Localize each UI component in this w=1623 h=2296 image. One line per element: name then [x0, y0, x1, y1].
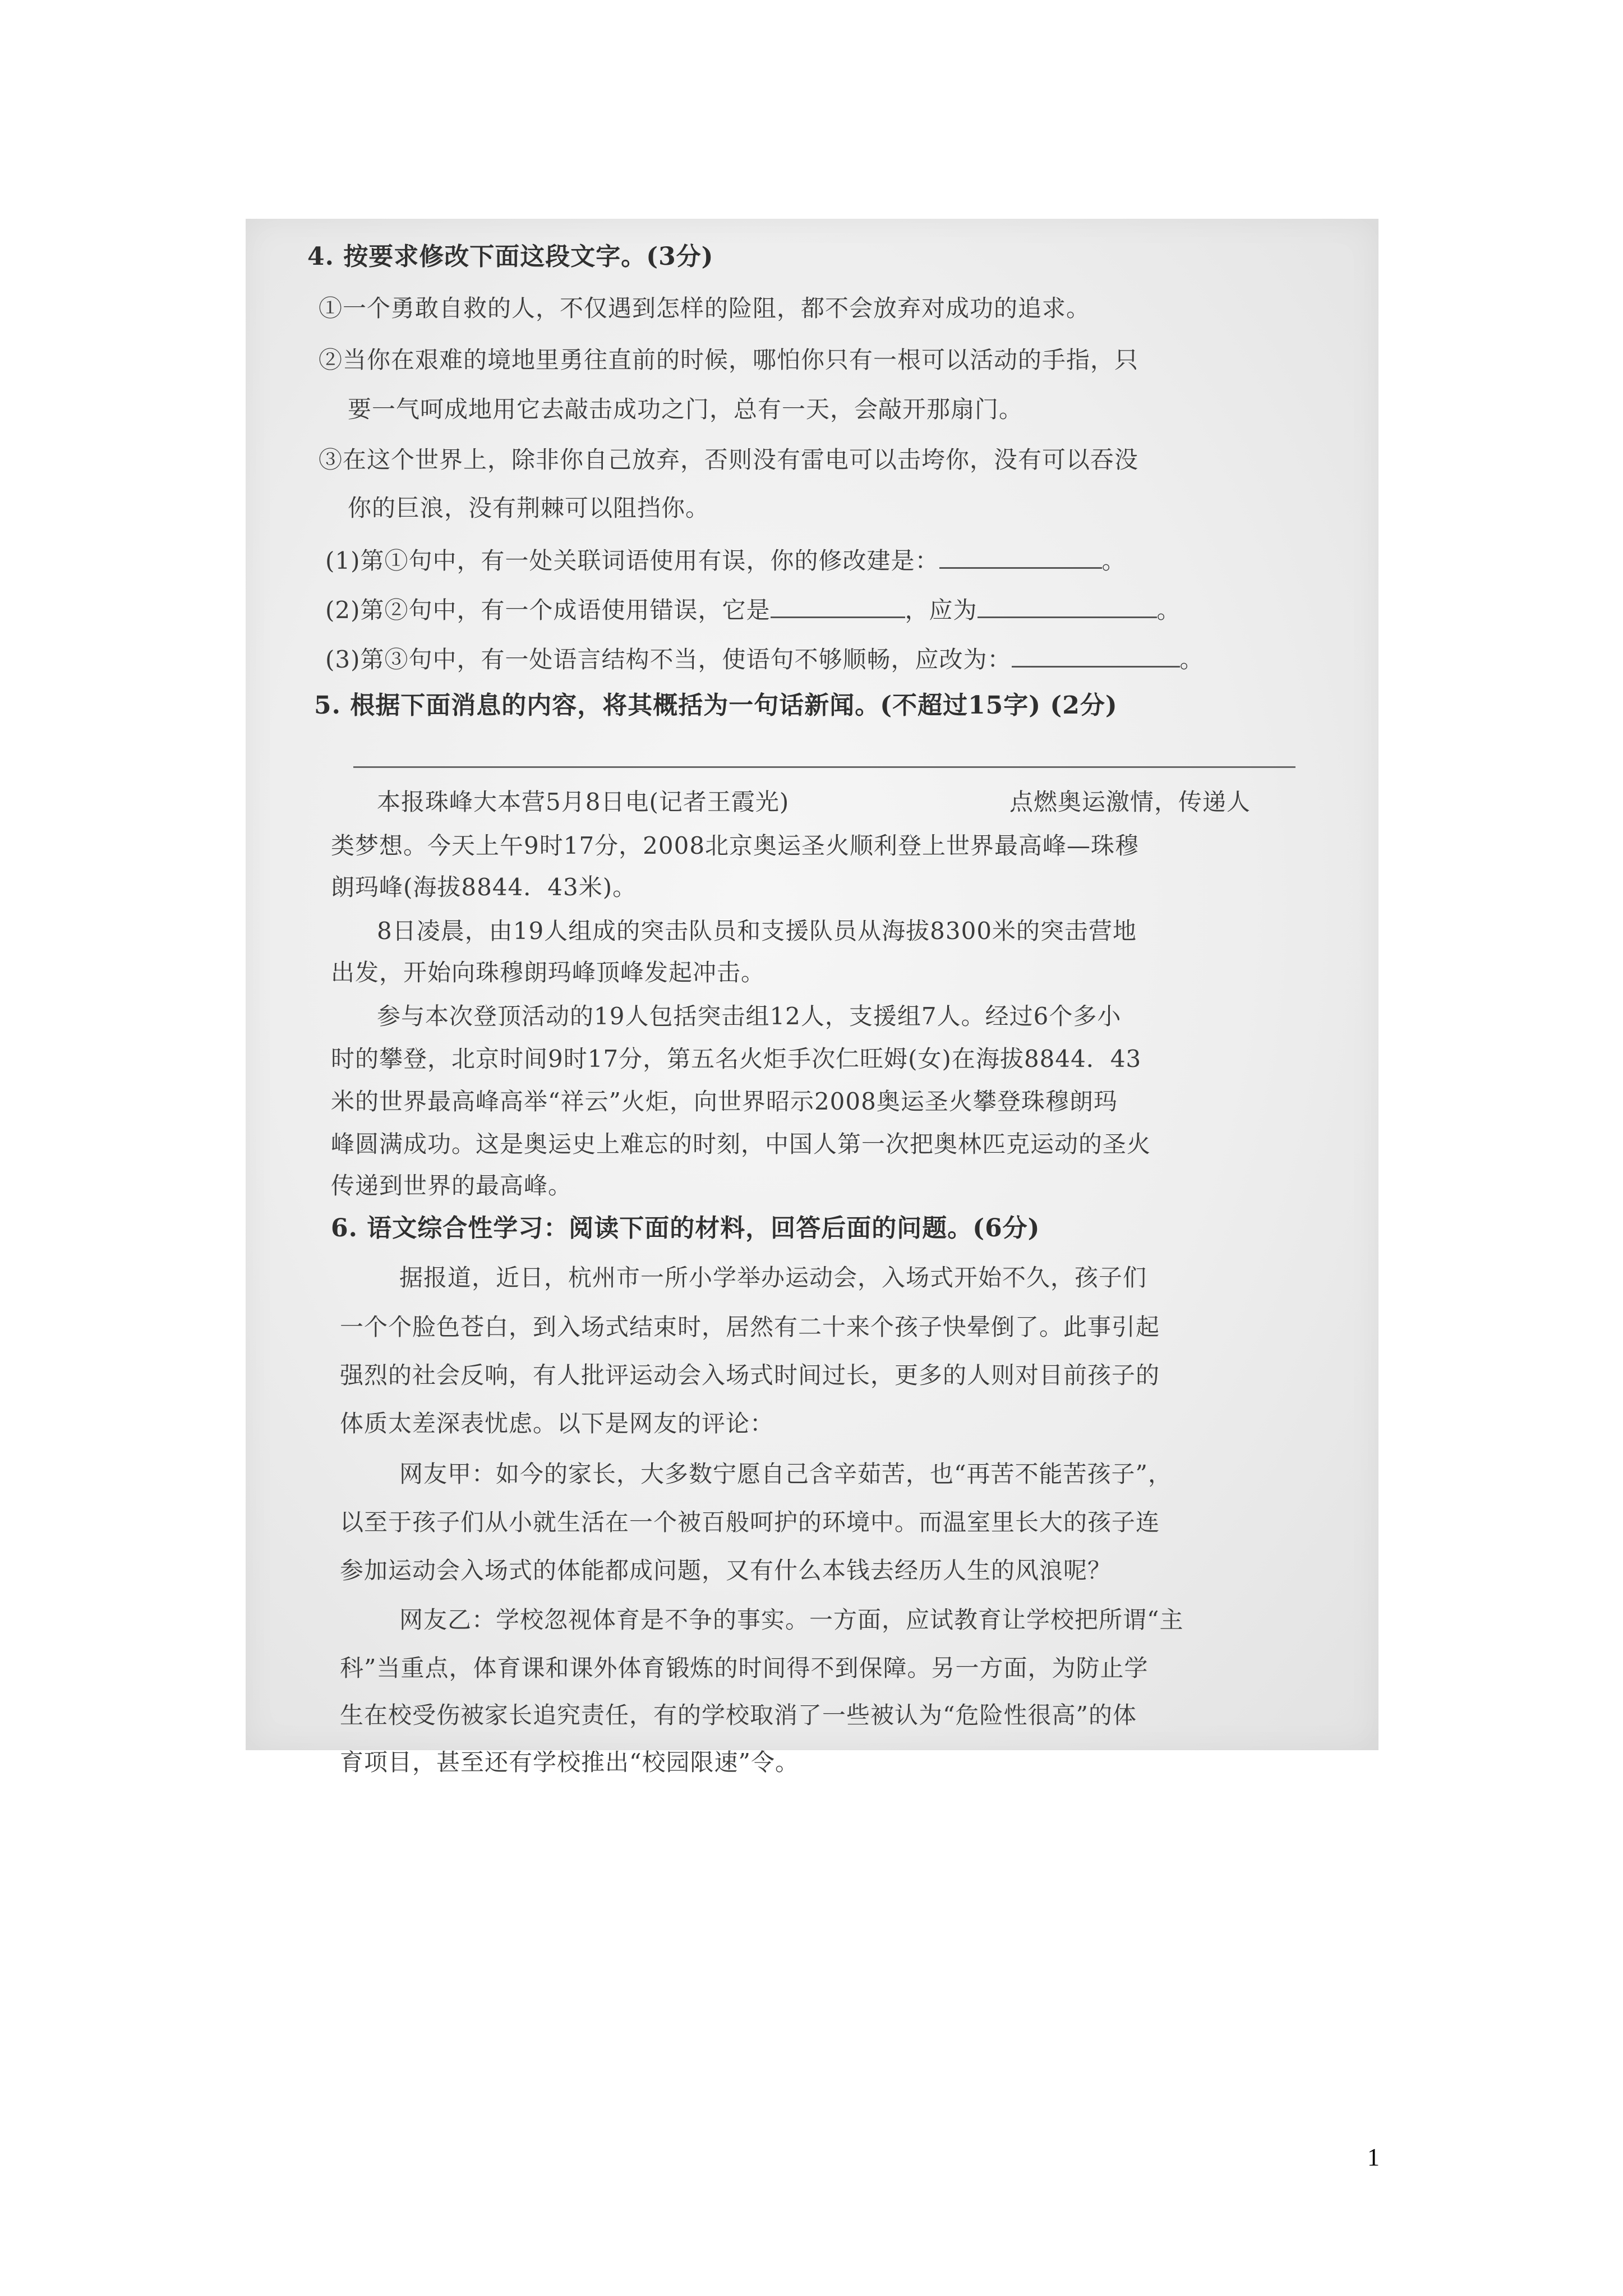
- answer-blank-3[interactable]: [1012, 643, 1180, 668]
- q4-sub-question-1: (1)第①句中，有一处关联词语使用有误，你的修改建是： 。: [325, 544, 1126, 578]
- q5-news-line: 出发，开始向珠穆朗玛峰顶峰发起冲击。: [331, 959, 766, 986]
- q6-comment-b-line: 生在校受伤被家长追究责任，有的学校取消了一些被认为“危险性很高”的体: [340, 1701, 1137, 1729]
- q5-news-line: 峰圆满成功。这是奥运史上难忘的时刻，中国人第一次把奥林匹克运动的圣火: [331, 1130, 1151, 1158]
- question-6-title: 6. 语文综合性学习：阅读下面的材料，回答后面的问题。(6分): [331, 1214, 1040, 1243]
- answer-blank-2b[interactable]: [978, 594, 1157, 618]
- q5-news-line: 朗玛峰(海拔8844．43米)。: [331, 873, 637, 901]
- q5-news-line: 参与本次登顶活动的19人包括突击组12人，支援组7人。经过6个多小: [377, 1002, 1122, 1030]
- q5-news-dateline: 本报珠峰大本营5月8日电(记者王霞光): [377, 788, 790, 816]
- q5-news-line: 时的攀登，北京时间9时17分，第五名火炬手次仁旺姆(女)在海拔8844．43: [331, 1045, 1142, 1073]
- q6-comment-b-line: 育项目，甚至还有学校推出“校园限速”令。: [340, 1749, 799, 1776]
- page-number: 1: [1367, 2143, 1380, 2171]
- q5-news-line: 米的世界最高峰高举“祥云”火炬，向世界昭示2008奥运圣火攀登珠穆朗玛: [331, 1088, 1118, 1115]
- question-4-title: 4. 按要求修改下面这段文字。(3分): [307, 242, 714, 271]
- answer-blank-2a[interactable]: [771, 594, 905, 618]
- q6-material-line: 一个个脸色苍白，到入场式结束时，居然有二十来个孩子快晕倒了。此事引起: [340, 1313, 1160, 1341]
- q6-comment-b-line: 网友乙：学校忽视体育是不争的事实。一方面，应试教育让学校把所谓“主: [399, 1606, 1184, 1634]
- answer-blank-1[interactable]: [939, 545, 1102, 569]
- q4-sentence-2a: ②当你在艰难的境地里勇往直前的时候，哪怕你只有一根可以活动的手指，只: [319, 346, 1139, 374]
- q4-sentence-3b: 你的巨浪，没有荆棘可以阻挡你。: [348, 494, 710, 522]
- q6-comment-a-line: 参加运动会入场式的体能都成问题，又有什么本钱去经历人生的风浪呢？: [340, 1557, 1112, 1584]
- q4-sub-question-2: (2)第②句中，有一个成语使用错误，它是 ，应为 。: [325, 593, 1181, 627]
- q5-news-line: 类梦想。今天上午9时17分，2008北京奥运圣火顺利登上世界最高峰—珠穆: [331, 832, 1140, 859]
- q6-comment-a-line: 网友甲：如今的家长，大多数宁愿自己含辛茹苦，也“再苦不能苦孩子”，: [399, 1460, 1172, 1488]
- q5-news-line: 8日凌晨，由19人组成的突击队员和支援队员从海拔8300米的突击营地: [377, 917, 1137, 945]
- q4-sentence-1: ①一个勇敢自救的人，不仅遇到怎样的险阻，都不会放弃对成功的追求。: [319, 295, 1091, 322]
- q4-sentence-3a: ③在这个世界上，除非你自己放弃，否则没有雷电可以击垮你，没有可以吞没: [319, 446, 1139, 473]
- q6-comment-a-line: 以至于孩子们从小就生活在一个被百般呵护的环境中。而温室里长大的孩子连: [340, 1508, 1160, 1536]
- q6-comment-b-line: 科”当重点，体育课和课外体育锻炼的时间得不到保障。另一方面，为防止学: [340, 1654, 1149, 1682]
- q4-sentence-2b: 要一气呵成地用它去敲击成功之门，总有一天，会敲开那扇门。: [348, 395, 1023, 423]
- q6-material-line: 强烈的社会反响，有人批评运动会入场式时间过长，更多的人则对目前孩子的: [340, 1361, 1160, 1389]
- question-5-title: 5. 根据下面消息的内容，将其概括为一句话新闻。(不超过15字) (2分): [314, 691, 1118, 720]
- q6-material-line: 体质太差深表忧虑。以下是网友的评论：: [340, 1410, 774, 1437]
- q5-news-line: 传递到世界的最高峰。: [331, 1172, 573, 1199]
- q4-sub-question-3: (3)第③句中，有一处语言结构不当，使语句不够顺畅，应改为： 。: [325, 643, 1204, 677]
- q6-material-line: 据报道，近日，杭州市一所小学举办运动会，入场式开始不久，孩子们: [399, 1264, 1147, 1291]
- q5-answer-line[interactable]: [353, 766, 1295, 768]
- q5-news-headline: 点燃奥运激情，传递人: [1009, 788, 1251, 816]
